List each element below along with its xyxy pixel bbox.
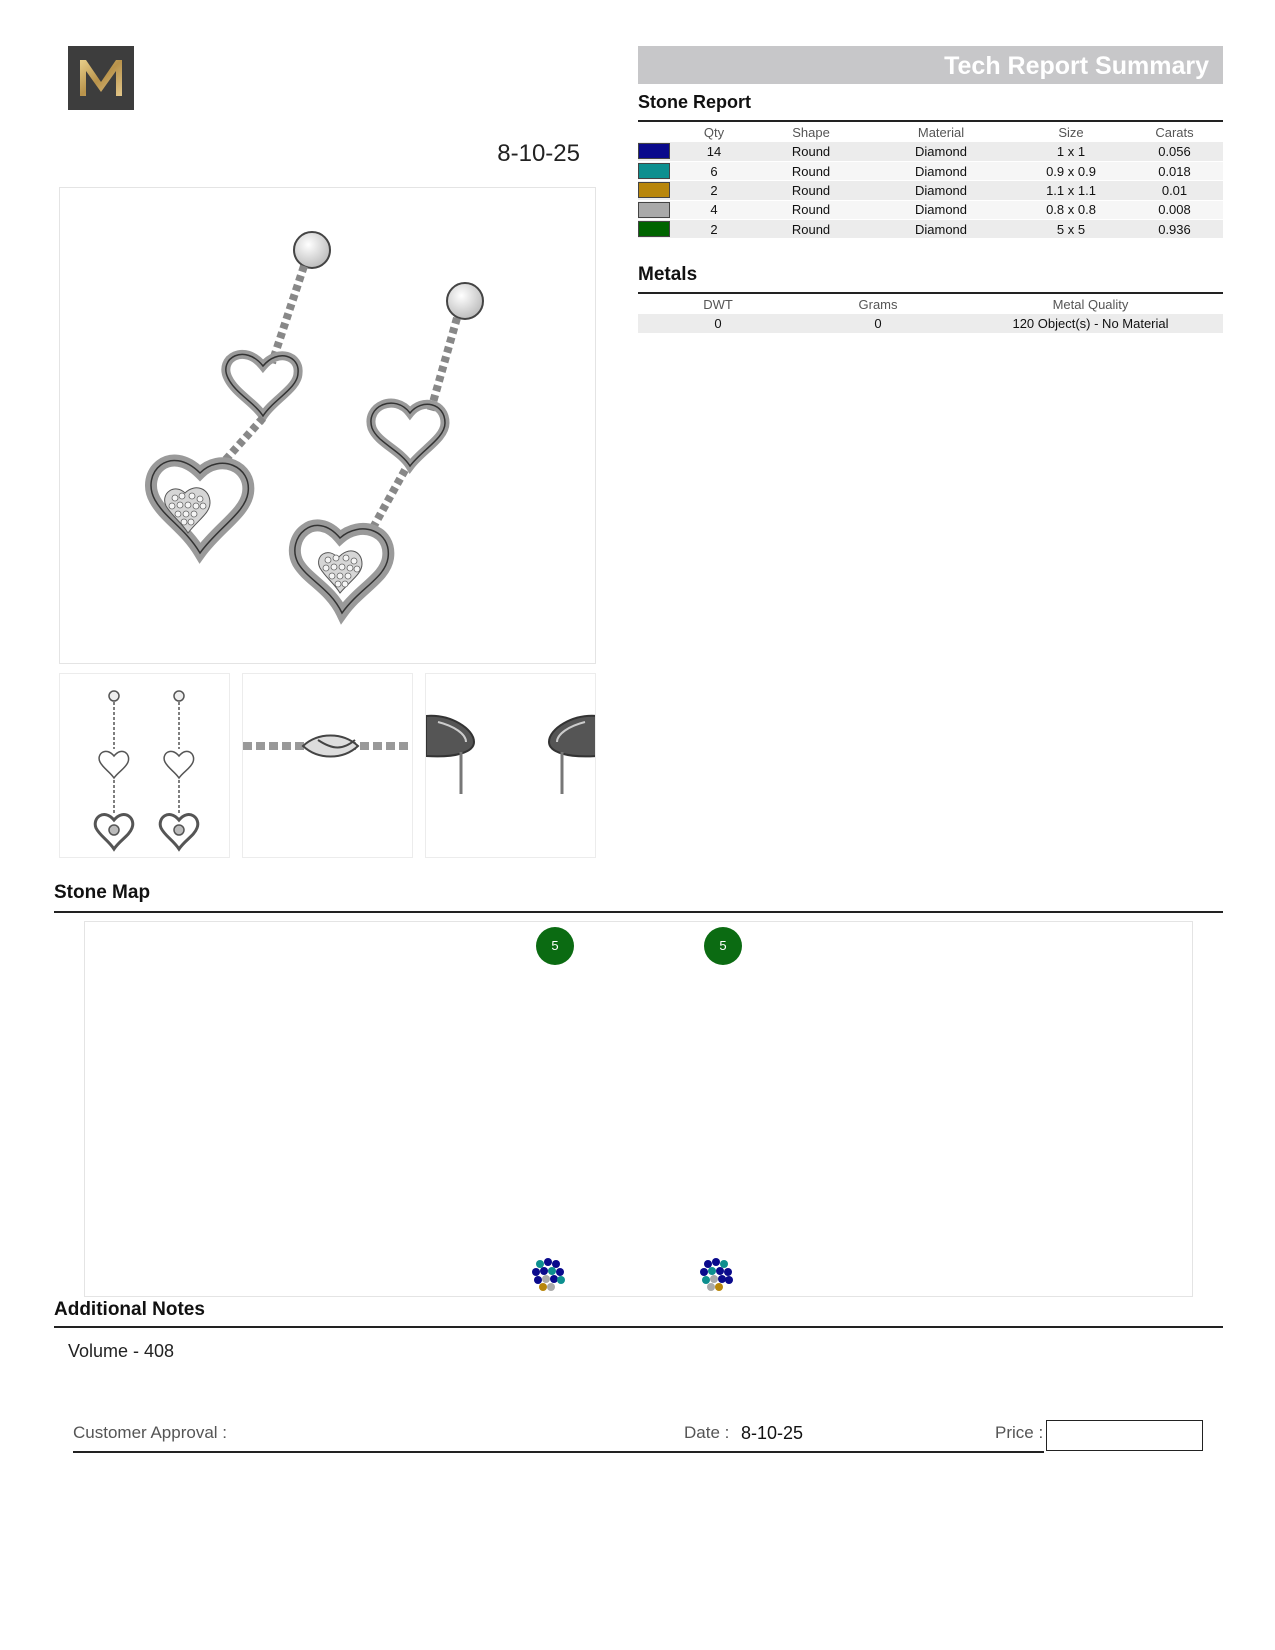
notes-text: Volume - 408 <box>68 1341 175 1361</box>
carats-cell: 0.936 <box>1126 220 1223 239</box>
material-cell: Diamond <box>866 181 1016 200</box>
dwt-cell: 0 <box>638 314 798 333</box>
color-swatch <box>638 143 670 159</box>
thumbnail-strip <box>59 673 596 858</box>
thumbnail-back-view[interactable] <box>425 673 596 858</box>
column-header-grams: Grams <box>858 296 898 312</box>
price-label: Price : <box>995 1423 1044 1442</box>
stone-report-table <box>638 122 1223 239</box>
qty-cell: 2 <box>672 181 756 200</box>
main-product-image <box>59 187 596 664</box>
stone-map-marker: 5 <box>536 927 574 965</box>
stone-map-panel <box>84 921 1193 1297</box>
shape-cell: Round <box>756 142 866 161</box>
stone-cluster-left-icon <box>530 1256 570 1292</box>
material-cell: Diamond <box>866 142 1016 161</box>
metal-quality-cell: 120 Object(s) - No Material <box>958 314 1223 333</box>
qty-cell: 6 <box>672 161 756 180</box>
carats-cell: 0.008 <box>1126 200 1223 219</box>
color-swatch-cell <box>638 220 672 239</box>
metals-table <box>638 294 1223 334</box>
notes-divider <box>54 1326 1223 1328</box>
column-header-shape: Shape <box>792 124 830 140</box>
additional-notes-heading: Additional Notes <box>54 1299 205 1320</box>
report-title: Tech Report Summary <box>638 46 1223 84</box>
color-swatch <box>638 182 670 198</box>
size-cell: 1.1 x 1.1 <box>1016 181 1126 200</box>
color-swatch-cell <box>638 161 672 180</box>
thumbnail-side-view[interactable] <box>242 673 413 858</box>
material-cell: Diamond <box>866 220 1016 239</box>
stone-map-divider <box>54 911 1223 913</box>
report-date: 8-10-25 <box>497 140 580 167</box>
color-swatch <box>638 202 670 218</box>
table-row <box>638 220 1223 239</box>
table-row <box>638 200 1223 219</box>
table-row <box>638 181 1223 200</box>
color-swatch-cell <box>638 181 672 200</box>
stone-map-marker: 5 <box>704 927 742 965</box>
earrings-back-view <box>426 674 596 858</box>
color-swatch <box>638 163 670 179</box>
shape-cell: Round <box>756 220 866 239</box>
material-cell: Diamond <box>866 161 1016 180</box>
column-header-carats: Carats <box>1155 124 1194 140</box>
qty-cell: 4 <box>672 200 756 219</box>
column-header-qty: Qty <box>703 124 725 140</box>
stone-cluster-right-icon <box>698 1256 738 1292</box>
stone-report-heading: Stone Report <box>638 92 752 112</box>
size-cell: 5 x 5 <box>1016 220 1126 239</box>
color-swatch <box>638 221 670 237</box>
approval-date-label: Date : <box>684 1423 730 1442</box>
grams-cell: 0 <box>798 314 958 333</box>
column-header-metal-quality: Metal Quality <box>1052 296 1129 312</box>
carats-cell: 0.01 <box>1126 181 1223 200</box>
material-cell: Diamond <box>866 200 1016 219</box>
column-header-dwt: DWT <box>703 296 733 312</box>
shape-cell: Round <box>756 161 866 180</box>
heart-drop-earrings-render <box>60 188 597 665</box>
size-cell: 0.8 x 0.8 <box>1016 200 1126 219</box>
size-cell: 1 x 1 <box>1016 142 1126 161</box>
approval-date-value: 8-10-25 <box>741 1423 804 1443</box>
approval-signature-line <box>73 1451 1044 1453</box>
shape-cell: Round <box>756 181 866 200</box>
size-cell: 0.9 x 0.9 <box>1016 161 1126 180</box>
color-swatch-cell <box>638 200 672 219</box>
carats-cell: 0.056 <box>1126 142 1223 161</box>
stone-report-header-row <box>638 122 1223 142</box>
earrings-side-view <box>243 674 413 858</box>
swatch-column-header <box>638 122 672 142</box>
qty-cell: 14 <box>672 142 756 161</box>
metals-heading: Metals <box>638 264 698 285</box>
shape-cell: Round <box>756 200 866 219</box>
table-row <box>638 314 1223 333</box>
thumbnail-front-view[interactable] <box>59 673 230 858</box>
stone-map-heading: Stone Map <box>54 882 151 903</box>
carats-cell: 0.018 <box>1126 161 1223 180</box>
company-logo <box>68 46 134 110</box>
metals-header-row <box>638 294 1223 314</box>
color-swatch-cell <box>638 142 672 161</box>
column-header-size: Size <box>1058 124 1084 140</box>
qty-cell: 2 <box>672 220 756 239</box>
earrings-front-view <box>60 674 230 858</box>
table-row <box>638 161 1223 180</box>
column-header-material: Material <box>917 124 965 140</box>
m-monogram-logo-icon <box>76 56 126 100</box>
table-row <box>638 142 1223 161</box>
price-field[interactable] <box>1046 1420 1203 1451</box>
customer-approval-label: Customer Approval : <box>73 1423 228 1442</box>
